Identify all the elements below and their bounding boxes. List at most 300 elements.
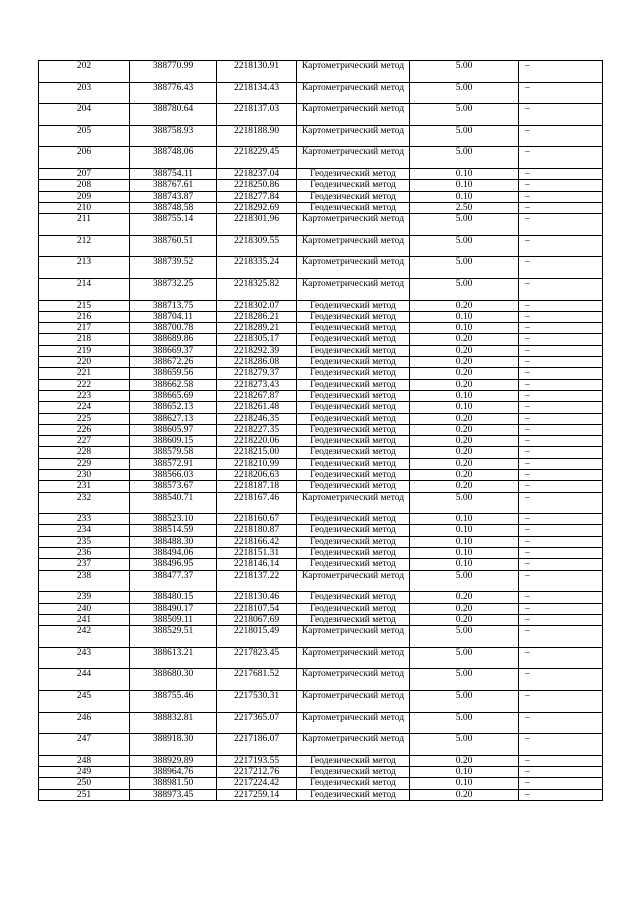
x-coordinate-cell: 388755.14 — [130, 214, 217, 236]
x-coordinate-cell: 388680.30 — [130, 669, 217, 691]
coordinates-table-body — [39, 61, 603, 801]
method-cell: Картометрический метод — [297, 626, 410, 648]
y-coordinate-cell: 2218151.31 — [217, 548, 297, 559]
table-row — [39, 168, 603, 179]
note-cell: – — [519, 458, 603, 469]
note-cell: – — [519, 379, 603, 390]
table-row — [39, 626, 603, 648]
table-row — [39, 559, 603, 570]
point-number-cell: 212 — [39, 235, 130, 257]
point-number-cell: 236 — [39, 548, 130, 559]
y-coordinate-cell: 2218246.35 — [217, 413, 297, 424]
accuracy-cell: 0.10 — [410, 191, 519, 202]
method-cell: Картометрический метод — [297, 125, 410, 147]
x-coordinate-cell: 388776.43 — [130, 82, 217, 104]
x-coordinate-cell: 388509.11 — [130, 614, 217, 625]
point-number-cell: 224 — [39, 402, 130, 413]
accuracy-cell: 2.50 — [410, 202, 519, 213]
accuracy-cell: 0.10 — [410, 168, 519, 179]
note-cell: – — [519, 368, 603, 379]
point-number-cell: 206 — [39, 147, 130, 169]
table-row — [39, 614, 603, 625]
method-cell: Геодезический метод — [297, 436, 410, 447]
accuracy-cell: 0.20 — [410, 603, 519, 614]
note-cell: – — [519, 712, 603, 734]
y-coordinate-cell: 2218286.08 — [217, 357, 297, 368]
accuracy-cell: 0.20 — [410, 592, 519, 603]
y-coordinate-cell: 2218160.67 — [217, 514, 297, 525]
y-coordinate-cell: 2218067.69 — [217, 614, 297, 625]
table-row — [39, 125, 603, 147]
y-coordinate-cell: 2218261.48 — [217, 402, 297, 413]
method-cell: Геодезический метод — [297, 458, 410, 469]
x-coordinate-cell: 388579.58 — [130, 447, 217, 458]
y-coordinate-cell: 2218137.03 — [217, 104, 297, 126]
method-cell: Картометрический метод — [297, 214, 410, 236]
y-coordinate-cell: 2218335.24 — [217, 257, 297, 279]
table-row — [39, 647, 603, 669]
x-coordinate-cell: 388918.30 — [130, 734, 217, 756]
method-cell: Картометрический метод — [297, 61, 410, 83]
method-cell: Геодезический метод — [297, 202, 410, 213]
point-number-cell: 232 — [39, 492, 130, 514]
x-coordinate-cell: 388613.21 — [130, 647, 217, 669]
accuracy-cell: 5.00 — [410, 235, 519, 257]
accuracy-cell: 0.20 — [410, 458, 519, 469]
y-coordinate-cell: 2218107.54 — [217, 603, 297, 614]
note-cell: – — [519, 214, 603, 236]
accuracy-cell: 5.00 — [410, 61, 519, 83]
note-cell: – — [519, 767, 603, 778]
accuracy-cell: 0.20 — [410, 469, 519, 480]
x-coordinate-cell: 388665.69 — [130, 390, 217, 401]
x-coordinate-cell: 388566.03 — [130, 469, 217, 480]
point-number-cell: 234 — [39, 525, 130, 536]
y-coordinate-cell: 2217823.45 — [217, 647, 297, 669]
table-row — [39, 379, 603, 390]
table-row — [39, 789, 603, 800]
y-coordinate-cell: 2218187.18 — [217, 481, 297, 492]
point-number-cell: 248 — [39, 755, 130, 766]
x-coordinate-cell: 388760.51 — [130, 235, 217, 257]
table-row — [39, 82, 603, 104]
point-number-cell: 237 — [39, 559, 130, 570]
accuracy-cell: 5.00 — [410, 82, 519, 104]
method-cell: Геодезический метод — [297, 789, 410, 800]
accuracy-cell: 0.20 — [410, 357, 519, 368]
point-number-cell: 233 — [39, 514, 130, 525]
method-cell: Геодезический метод — [297, 180, 410, 191]
note-cell: – — [519, 778, 603, 789]
method-cell: Геодезический метод — [297, 525, 410, 536]
x-coordinate-cell: 388605.97 — [130, 424, 217, 435]
accuracy-cell: 0.20 — [410, 345, 519, 356]
accuracy-cell: 0.20 — [410, 334, 519, 345]
point-number-cell: 220 — [39, 357, 130, 368]
point-number-cell: 242 — [39, 626, 130, 648]
y-coordinate-cell: 2218206.63 — [217, 469, 297, 480]
method-cell: Геодезический метод — [297, 767, 410, 778]
method-cell: Геодезический метод — [297, 323, 410, 334]
accuracy-cell: 0.10 — [410, 548, 519, 559]
accuracy-cell: 5.00 — [410, 712, 519, 734]
y-coordinate-cell: 2217365.07 — [217, 712, 297, 734]
accuracy-cell: 0.20 — [410, 436, 519, 447]
y-coordinate-cell: 2218279.37 — [217, 368, 297, 379]
table-row — [39, 402, 603, 413]
point-number-cell: 215 — [39, 300, 130, 311]
x-coordinate-cell: 388514.59 — [130, 525, 217, 536]
table-row — [39, 436, 603, 447]
point-number-cell: 250 — [39, 778, 130, 789]
note-cell: – — [519, 357, 603, 368]
y-coordinate-cell: 2218167.46 — [217, 492, 297, 514]
accuracy-cell: 0.10 — [410, 311, 519, 322]
note-cell: – — [519, 82, 603, 104]
point-number-cell: 217 — [39, 323, 130, 334]
x-coordinate-cell: 388669.37 — [130, 345, 217, 356]
y-coordinate-cell: 2218215.00 — [217, 447, 297, 458]
accuracy-cell: 0.10 — [410, 323, 519, 334]
point-number-cell: 222 — [39, 379, 130, 390]
accuracy-cell: 0.10 — [410, 525, 519, 536]
note-cell: – — [519, 734, 603, 756]
table-row — [39, 514, 603, 525]
table-row — [39, 357, 603, 368]
note-cell: – — [519, 413, 603, 424]
table-row — [39, 257, 603, 279]
table-row — [39, 778, 603, 789]
point-number-cell: 208 — [39, 180, 130, 191]
y-coordinate-cell: 2217193.55 — [217, 755, 297, 766]
point-number-cell: 240 — [39, 603, 130, 614]
table-row — [39, 334, 603, 345]
point-number-cell: 205 — [39, 125, 130, 147]
note-cell: – — [519, 626, 603, 648]
point-number-cell: 209 — [39, 191, 130, 202]
method-cell: Геодезический метод — [297, 778, 410, 789]
note-cell: – — [519, 125, 603, 147]
note-cell: – — [519, 559, 603, 570]
table-row — [39, 413, 603, 424]
y-coordinate-cell: 2217681.52 — [217, 669, 297, 691]
point-number-cell: 231 — [39, 481, 130, 492]
point-number-cell: 245 — [39, 690, 130, 712]
point-number-cell: 223 — [39, 390, 130, 401]
x-coordinate-cell: 388755.46 — [130, 690, 217, 712]
note-cell: – — [519, 447, 603, 458]
note-cell: – — [519, 755, 603, 766]
table-row — [39, 104, 603, 126]
x-coordinate-cell: 388540.71 — [130, 492, 217, 514]
accuracy-cell: 0.20 — [410, 424, 519, 435]
y-coordinate-cell: 2218286.21 — [217, 311, 297, 322]
x-coordinate-cell: 388754.11 — [130, 168, 217, 179]
table-row — [39, 180, 603, 191]
point-number-cell: 203 — [39, 82, 130, 104]
accuracy-cell: 5.00 — [410, 570, 519, 592]
point-number-cell: 211 — [39, 214, 130, 236]
accuracy-cell: 0.20 — [410, 614, 519, 625]
method-cell: Геодезический метод — [297, 536, 410, 547]
accuracy-cell: 5.00 — [410, 104, 519, 126]
note-cell: – — [519, 257, 603, 279]
point-number-cell: 216 — [39, 311, 130, 322]
x-coordinate-cell: 388770.99 — [130, 61, 217, 83]
note-cell: – — [519, 424, 603, 435]
method-cell: Геодезический метод — [297, 755, 410, 766]
x-coordinate-cell: 388652.13 — [130, 402, 217, 413]
note-cell: – — [519, 323, 603, 334]
point-number-cell: 213 — [39, 257, 130, 279]
point-number-cell: 214 — [39, 278, 130, 300]
x-coordinate-cell: 388480.15 — [130, 592, 217, 603]
accuracy-cell: 0.10 — [410, 180, 519, 191]
table-row — [39, 536, 603, 547]
x-coordinate-cell: 388477.37 — [130, 570, 217, 592]
method-cell: Геодезический метод — [297, 413, 410, 424]
accuracy-cell: 5.00 — [410, 257, 519, 279]
y-coordinate-cell: 2218130.91 — [217, 61, 297, 83]
table-row — [39, 669, 603, 691]
y-coordinate-cell: 2218146.14 — [217, 559, 297, 570]
note-cell: – — [519, 548, 603, 559]
table-row — [39, 278, 603, 300]
point-number-cell: 230 — [39, 469, 130, 480]
note-cell: – — [519, 278, 603, 300]
y-coordinate-cell: 2218227.35 — [217, 424, 297, 435]
x-coordinate-cell: 388973.45 — [130, 789, 217, 800]
y-coordinate-cell: 2218267.87 — [217, 390, 297, 401]
y-coordinate-cell: 2218309.55 — [217, 235, 297, 257]
table-row — [39, 311, 603, 322]
table-row — [39, 345, 603, 356]
method-cell: Геодезический метод — [297, 603, 410, 614]
accuracy-cell: 5.00 — [410, 278, 519, 300]
point-number-cell: 241 — [39, 614, 130, 625]
accuracy-cell: 0.10 — [410, 402, 519, 413]
x-coordinate-cell: 388780.64 — [130, 104, 217, 126]
point-number-cell: 243 — [39, 647, 130, 669]
y-coordinate-cell: 2218134.43 — [217, 82, 297, 104]
y-coordinate-cell: 2218229.45 — [217, 147, 297, 169]
note-cell: – — [519, 669, 603, 691]
method-cell: Геодезический метод — [297, 592, 410, 603]
y-coordinate-cell: 2217186.07 — [217, 734, 297, 756]
method-cell: Геодезический метод — [297, 390, 410, 401]
y-coordinate-cell: 2218237.04 — [217, 168, 297, 179]
accuracy-cell: 0.10 — [410, 390, 519, 401]
note-cell: – — [519, 180, 603, 191]
note-cell: – — [519, 235, 603, 257]
method-cell: Картометрический метод — [297, 147, 410, 169]
note-cell: – — [519, 690, 603, 712]
point-number-cell: 202 — [39, 61, 130, 83]
point-number-cell: 246 — [39, 712, 130, 734]
table-row — [39, 202, 603, 213]
note-cell: – — [519, 390, 603, 401]
x-coordinate-cell: 388964.76 — [130, 767, 217, 778]
y-coordinate-cell: 2218292.69 — [217, 202, 297, 213]
point-number-cell: 228 — [39, 447, 130, 458]
accuracy-cell: 0.10 — [410, 778, 519, 789]
accuracy-cell: 0.20 — [410, 789, 519, 800]
method-cell: Картометрический метод — [297, 734, 410, 756]
point-number-cell: 226 — [39, 424, 130, 435]
method-cell: Геодезический метод — [297, 168, 410, 179]
table-row — [39, 61, 603, 83]
table-row — [39, 390, 603, 401]
method-cell: Геодезический метод — [297, 614, 410, 625]
x-coordinate-cell: 388832.81 — [130, 712, 217, 734]
accuracy-cell: 5.00 — [410, 492, 519, 514]
y-coordinate-cell: 2218292.39 — [217, 345, 297, 356]
table-row — [39, 214, 603, 236]
point-number-cell: 239 — [39, 592, 130, 603]
point-number-cell: 210 — [39, 202, 130, 213]
method-cell: Картометрический метод — [297, 647, 410, 669]
note-cell: – — [519, 168, 603, 179]
table-row — [39, 755, 603, 766]
note-cell: – — [519, 191, 603, 202]
table-row — [39, 447, 603, 458]
method-cell: Картометрический метод — [297, 257, 410, 279]
table-row — [39, 525, 603, 536]
table-row — [39, 734, 603, 756]
y-coordinate-cell: 2218166.42 — [217, 536, 297, 547]
table-row — [39, 492, 603, 514]
note-cell: – — [519, 514, 603, 525]
x-coordinate-cell: 388490.17 — [130, 603, 217, 614]
method-cell: Геодезический метод — [297, 548, 410, 559]
accuracy-cell: 5.00 — [410, 669, 519, 691]
y-coordinate-cell: 2218277.84 — [217, 191, 297, 202]
note-cell: – — [519, 147, 603, 169]
method-cell: Картометрический метод — [297, 570, 410, 592]
method-cell: Картометрический метод — [297, 278, 410, 300]
accuracy-cell: 5.00 — [410, 214, 519, 236]
y-coordinate-cell: 2218210.99 — [217, 458, 297, 469]
method-cell: Геодезический метод — [297, 481, 410, 492]
x-coordinate-cell: 388700.78 — [130, 323, 217, 334]
table-row — [39, 548, 603, 559]
accuracy-cell: 5.00 — [410, 734, 519, 756]
table-row — [39, 147, 603, 169]
note-cell: – — [519, 202, 603, 213]
note-cell: – — [519, 469, 603, 480]
point-number-cell: 251 — [39, 789, 130, 800]
point-number-cell: 229 — [39, 458, 130, 469]
x-coordinate-cell: 388672.26 — [130, 357, 217, 368]
table-row — [39, 603, 603, 614]
x-coordinate-cell: 388488.30 — [130, 536, 217, 547]
accuracy-cell: 0.10 — [410, 767, 519, 778]
accuracy-cell: 5.00 — [410, 626, 519, 648]
y-coordinate-cell: 2218305.17 — [217, 334, 297, 345]
point-number-cell: 225 — [39, 413, 130, 424]
method-cell: Геодезический метод — [297, 559, 410, 570]
y-coordinate-cell: 2217259.14 — [217, 789, 297, 800]
method-cell: Геодезический метод — [297, 469, 410, 480]
point-number-cell: 218 — [39, 334, 130, 345]
x-coordinate-cell: 388529.51 — [130, 626, 217, 648]
note-cell: – — [519, 570, 603, 592]
point-number-cell: 204 — [39, 104, 130, 126]
method-cell: Картометрический метод — [297, 669, 410, 691]
table-row — [39, 424, 603, 435]
y-coordinate-cell: 2218188.90 — [217, 125, 297, 147]
note-cell: – — [519, 334, 603, 345]
x-coordinate-cell: 388627.13 — [130, 413, 217, 424]
table-row — [39, 570, 603, 592]
y-coordinate-cell: 2217224.42 — [217, 778, 297, 789]
accuracy-cell: 0.20 — [410, 413, 519, 424]
x-coordinate-cell: 388732.25 — [130, 278, 217, 300]
y-coordinate-cell: 2218325.82 — [217, 278, 297, 300]
table-row — [39, 712, 603, 734]
note-cell: – — [519, 647, 603, 669]
note-cell: – — [519, 61, 603, 83]
x-coordinate-cell: 388689.86 — [130, 334, 217, 345]
accuracy-cell: 0.20 — [410, 300, 519, 311]
x-coordinate-cell: 388713.75 — [130, 300, 217, 311]
y-coordinate-cell: 2218273.43 — [217, 379, 297, 390]
note-cell: – — [519, 536, 603, 547]
accuracy-cell: 5.00 — [410, 690, 519, 712]
note-cell: – — [519, 492, 603, 514]
table-row — [39, 191, 603, 202]
note-cell: – — [519, 614, 603, 625]
y-coordinate-cell: 2218180.87 — [217, 525, 297, 536]
method-cell: Геодезический метод — [297, 191, 410, 202]
method-cell: Геодезический метод — [297, 300, 410, 311]
y-coordinate-cell: 2218250.86 — [217, 180, 297, 191]
coordinates-table — [38, 60, 603, 801]
point-number-cell: 247 — [39, 734, 130, 756]
method-cell: Картометрический метод — [297, 492, 410, 514]
method-cell: Геодезический метод — [297, 368, 410, 379]
y-coordinate-cell: 2218289.21 — [217, 323, 297, 334]
x-coordinate-cell: 388659.56 — [130, 368, 217, 379]
x-coordinate-cell: 388748.06 — [130, 147, 217, 169]
method-cell: Геодезический метод — [297, 345, 410, 356]
y-coordinate-cell: 2218015.49 — [217, 626, 297, 648]
accuracy-cell: 0.10 — [410, 514, 519, 525]
x-coordinate-cell: 388739.52 — [130, 257, 217, 279]
note-cell: – — [519, 436, 603, 447]
y-coordinate-cell: 2217212.76 — [217, 767, 297, 778]
method-cell: Геодезический метод — [297, 334, 410, 345]
x-coordinate-cell: 388496.95 — [130, 559, 217, 570]
point-number-cell: 227 — [39, 436, 130, 447]
note-cell: – — [519, 345, 603, 356]
point-number-cell: 249 — [39, 767, 130, 778]
table-row — [39, 458, 603, 469]
method-cell: Картометрический метод — [297, 104, 410, 126]
note-cell: – — [519, 104, 603, 126]
table-row — [39, 235, 603, 257]
y-coordinate-cell: 2218220.06 — [217, 436, 297, 447]
table-row — [39, 469, 603, 480]
note-cell: – — [519, 592, 603, 603]
x-coordinate-cell: 388767.61 — [130, 180, 217, 191]
x-coordinate-cell: 388743.87 — [130, 191, 217, 202]
accuracy-cell: 5.00 — [410, 147, 519, 169]
y-coordinate-cell: 2218301.96 — [217, 214, 297, 236]
point-number-cell: 207 — [39, 168, 130, 179]
table-row — [39, 368, 603, 379]
point-number-cell: 235 — [39, 536, 130, 547]
